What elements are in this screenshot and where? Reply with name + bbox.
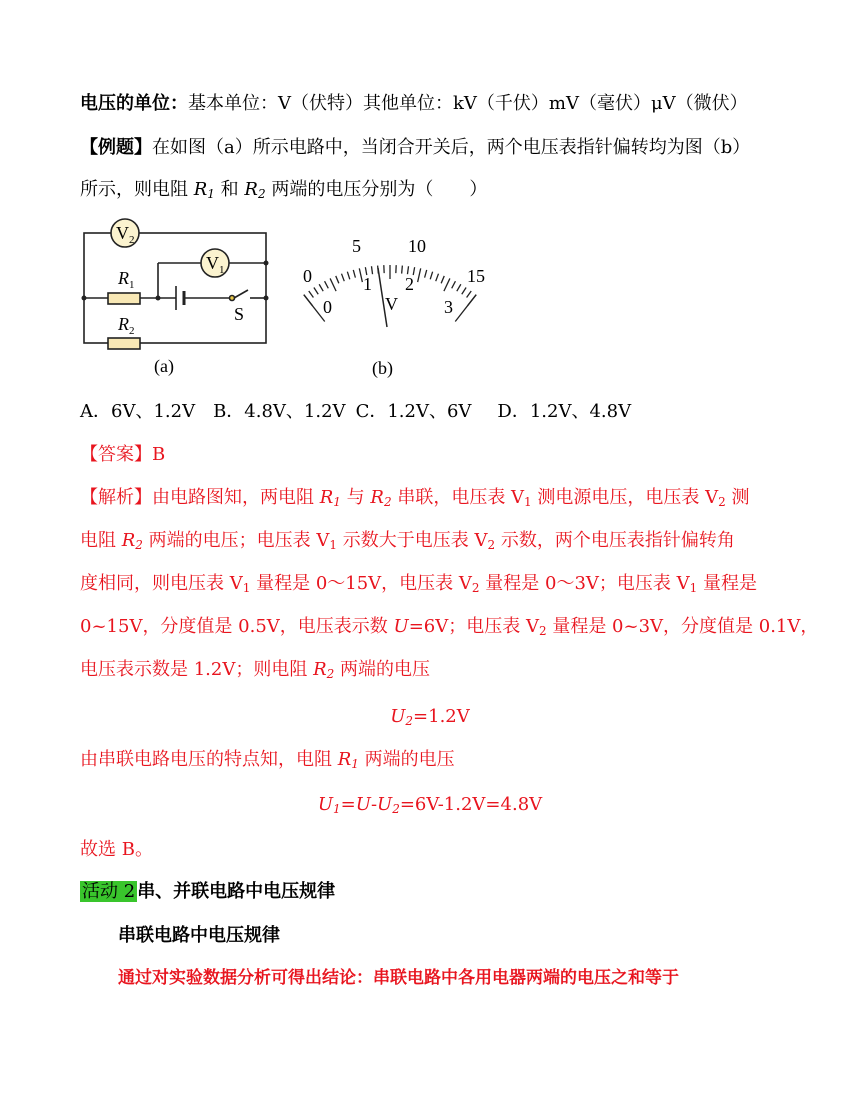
example-he: 和 [214, 179, 245, 200]
a2-v1: 1 [329, 538, 338, 552]
voltage-unit-line [80, 92, 782, 116]
a2-5: 示数大于电压表 V [337, 530, 488, 551]
example-line-2 [80, 178, 782, 202]
example-text-1: 在如图（a）所示电路中，当闭合开关后，两个电压表指针偏转均为图（b） [152, 137, 751, 158]
eq2-u1: U [317, 794, 334, 815]
subtitle [118, 924, 782, 948]
a1-3: 与 [340, 487, 371, 508]
option-d: D．1.2V、4.8V [497, 401, 632, 422]
a3-6: 量程是 [697, 573, 757, 594]
fig-b-label: (b) [372, 358, 393, 378]
a4-u: U [393, 616, 409, 637]
eq1-rest: =1.2V [413, 706, 470, 727]
a6-r: R [337, 749, 352, 770]
a7: 故选 B。 [80, 839, 153, 860]
subtitle-text: 串联电路中电压规律 [118, 925, 280, 946]
a4-v2: 2 [538, 624, 547, 638]
a2-r: R [121, 530, 136, 551]
options-line [80, 400, 782, 424]
r1-fig-label: R [118, 268, 129, 288]
a6-3: 两端的电压 [358, 749, 455, 770]
fig-a-label: (a) [154, 356, 174, 376]
scale-tick [371, 266, 372, 274]
scale-bottom-2: 2 [405, 274, 414, 294]
r1-sub: 1 [207, 187, 215, 201]
r2-fig-sub: 2 [129, 325, 135, 337]
a4-0: 0~15V，分度值是 0.5V，电压表示数 [80, 616, 394, 637]
a3-v1b: 1 [689, 581, 698, 595]
scale-tick [452, 281, 456, 288]
a4-2: =6V；电压表 V [408, 616, 539, 637]
analysis-tag: 【解析】 [80, 487, 152, 508]
r2-symbol: R [244, 179, 258, 200]
scale-tick [441, 276, 444, 283]
activity-heading [80, 880, 782, 904]
r2-fig-label: R [118, 314, 129, 334]
a2-v2: 2 [487, 538, 496, 552]
scale-unit: V [385, 294, 398, 314]
a2-0: 电阻 [80, 530, 122, 551]
v1-sub: 1 [219, 264, 225, 276]
scale-tick [353, 270, 355, 278]
a2-s: 2 [135, 538, 143, 552]
analysis-line-2 [80, 529, 782, 553]
scale-end-stroke [455, 295, 476, 322]
a3-v2: 2 [471, 581, 480, 595]
answer-tag: 【答案】 [80, 444, 152, 465]
a4-4: 量程是 0~3V，分度值是 0.1V， [546, 616, 819, 637]
activity-tag: 活动 2 [82, 881, 136, 902]
switch-label: S [234, 304, 245, 324]
scale-tick [430, 272, 432, 280]
scale-tick [444, 278, 450, 291]
scale-tick [319, 284, 323, 291]
a5-0: 电压表示数是 1.2V；则电阻 [80, 659, 314, 680]
eq2-rest: =6V-1.2V=4.8V [399, 794, 543, 815]
example-tag: 【例题】 [80, 137, 152, 158]
scale-top-0: 0 [303, 266, 312, 286]
scale-tick [462, 287, 466, 294]
a3-v1: 1 [242, 581, 251, 595]
scale-bottom-0: 0 [323, 297, 332, 317]
a1-6: 串联，电压表 V [391, 487, 525, 508]
eq1-s: 2 [405, 714, 414, 728]
scale-tick [309, 291, 314, 298]
analysis-line-6 [80, 748, 782, 772]
a5-3: 两端的电压 [334, 659, 431, 680]
svg-text:R2 [117, 314, 135, 337]
scale-bottom-1: 1 [363, 274, 372, 294]
scale-top-5: 5 [352, 236, 361, 256]
scale-tick [325, 281, 329, 288]
example-line-1 [80, 136, 782, 160]
a6-0: 由串联电路电压的特点知，电阻 [80, 749, 338, 770]
a1-v1: 1 [524, 495, 532, 509]
v2-label: V [116, 223, 129, 243]
scale-tick [425, 270, 427, 278]
answer-value: B [152, 444, 166, 465]
a1-s1: 1 [333, 495, 341, 509]
scale-tick [342, 274, 345, 282]
r1-fig-sub: 1 [129, 279, 135, 291]
example-text-2a: 所示，则电阻 [80, 179, 194, 200]
analysis-line-1 [80, 486, 782, 510]
scale-tick [402, 266, 403, 274]
a1-r2: R [370, 487, 384, 508]
voltage-unit-title: 电压的单位： [80, 93, 188, 114]
eq2-u2: U [377, 794, 393, 815]
eq2-u: U [355, 794, 371, 815]
eq1-u: U [390, 706, 406, 727]
scale-tick [336, 276, 339, 283]
v2-sub: 2 [129, 234, 135, 246]
conclusion-text: 通过对实验数据分析可得出结论：串联电路中各用电器两端的电压之和等于 [118, 968, 679, 988]
analysis-line-5 [80, 658, 782, 682]
option-b: B．4.8V、1.2V [213, 401, 346, 422]
a1-0: 由电路图知，两电阻 [152, 487, 320, 508]
conclusion-line [118, 966, 782, 990]
a2-3: 两端的电压；电压表 V [142, 530, 330, 551]
analysis-line-3 [80, 572, 782, 596]
analysis-line-4 [80, 615, 819, 639]
a2-7: 示数，两个电压表指针偏转角 [495, 530, 735, 551]
scale-tick [314, 287, 318, 294]
eq2-s2: 2 [392, 802, 400, 816]
scale-tick [467, 291, 472, 298]
a3-4: 量程是 0～3V；电压表 V [479, 573, 690, 594]
a1-8: 测电源电压，电压表 V [531, 487, 719, 508]
a1-10: 测 [725, 487, 750, 508]
option-a: A．6V、1.2V [80, 401, 196, 422]
a5-s: 2 [326, 667, 335, 681]
eq2-minus: - [370, 794, 378, 815]
answer-line [80, 443, 782, 467]
eq2-s1: 1 [333, 802, 341, 816]
v1-label: V [206, 253, 219, 273]
voltmeter-scale [290, 230, 500, 378]
scale-tick [359, 268, 362, 282]
scale-end-stroke [304, 295, 325, 322]
scale-tick [407, 266, 408, 274]
r2-sub: 2 [257, 187, 266, 201]
a6-s: 1 [351, 757, 359, 771]
scale-tick [418, 268, 421, 282]
scale-tick [330, 278, 336, 291]
circuit-diagram [78, 212, 278, 380]
scale-tick [347, 272, 349, 280]
a3-2: 量程是 0～15V，电压表 V [250, 573, 472, 594]
option-c: C．1.2V、6V [355, 401, 472, 422]
scale-tick [436, 274, 439, 282]
voltage-unit-text: 基本单位：V（伏特）其他单位：kV（千伏）mV（毫伏）μV（微伏） [188, 93, 748, 114]
a1-v2: 2 [718, 495, 726, 509]
equation-u2 [0, 705, 860, 729]
a1-r: R [319, 487, 334, 508]
a5-r: R [313, 659, 327, 680]
scale-bottom-3: 3 [444, 297, 453, 317]
r1-symbol: R [193, 179, 208, 200]
analysis-conclusion [80, 838, 782, 862]
example-text-2b: 两端的电压分别为（ ） [265, 179, 488, 200]
scale-top-10: 10 [408, 236, 426, 256]
eq2-eq: = [340, 794, 356, 815]
scale-top-15: 15 [467, 266, 485, 286]
svg-text:R1 [117, 268, 135, 291]
equation-u1 [0, 793, 860, 817]
a1-s2: 2 [383, 495, 392, 509]
activity-title: 串、并联电路中电压规律 [137, 881, 336, 902]
scale-tick [457, 284, 461, 291]
a3-0: 度相同，则电压表 V [80, 573, 243, 594]
